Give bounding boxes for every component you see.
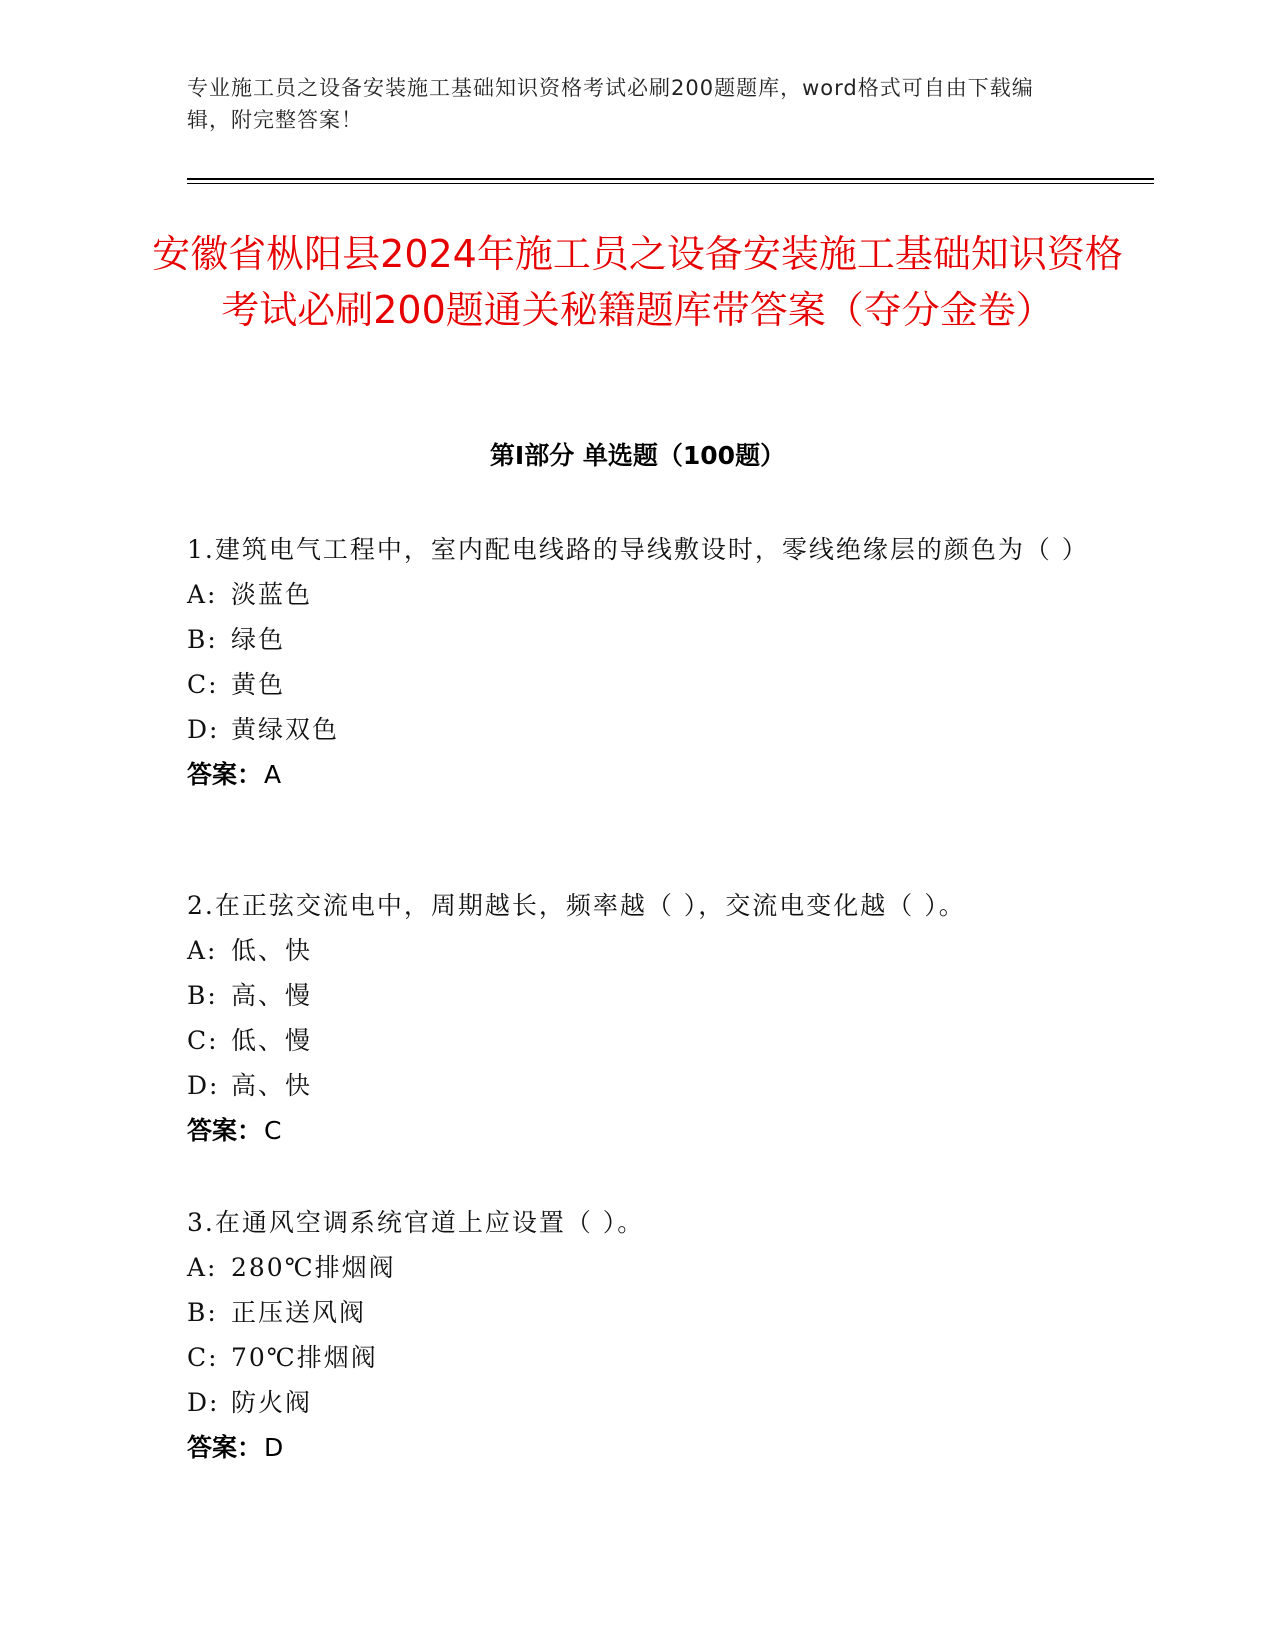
option-d [187, 1063, 1077, 1108]
option-letter: B: [187, 981, 218, 1010]
option-c [187, 1335, 1077, 1380]
option-text: 正压送风阀 [231, 1298, 367, 1327]
option-letter: A: [187, 1253, 218, 1282]
answer-value: D [264, 1433, 284, 1462]
option-letter: A: [187, 936, 218, 965]
option-letter: C: [187, 670, 219, 699]
option-c [187, 662, 1077, 707]
option-a [187, 1245, 1077, 1290]
option-b [187, 1290, 1077, 1335]
option-a [187, 928, 1077, 973]
option-letter: D: [187, 1388, 220, 1417]
option-letter: C: [187, 1343, 219, 1372]
option-text: 黄色 [231, 670, 286, 699]
option-text: 低、快 [231, 936, 313, 965]
option-b [187, 973, 1077, 1018]
section-title: 第Ⅰ部分 单选题（100题） [489, 441, 786, 470]
answer-value: A [264, 760, 282, 789]
answer-line [187, 1425, 1077, 1470]
option-text: 280℃排烟阀 [231, 1253, 396, 1282]
option-text: 高、慢 [231, 981, 313, 1010]
answer-label: 答案： [187, 760, 263, 789]
option-letter: B: [187, 625, 218, 654]
question-1 [187, 527, 1089, 797]
option-d [187, 707, 1077, 752]
question-stem: 3.在通风空调系统官道上应设置（ ）。 [187, 1208, 645, 1237]
option-text: 黄绿双色 [231, 715, 340, 744]
header-rule-thick [187, 178, 1154, 180]
header-note: 专业施工员之设备安装施工基础知识资格考试必刷200题题库，word格式可自由下载编辑，附完整答案！ [187, 76, 1034, 132]
header-rule-thin [187, 183, 1154, 184]
option-text: 高、快 [231, 1071, 313, 1100]
option-text: 70℃排烟阀 [231, 1343, 378, 1372]
question-stem: 2.在正弦交流电中，周期越长，频率越（ ），交流电变化越（ ）。 [187, 891, 966, 920]
option-d [187, 1380, 1077, 1425]
option-a [187, 572, 1077, 617]
answer-line [187, 1108, 1077, 1153]
option-text: 淡蓝色 [231, 580, 313, 609]
question-stem: 1.建筑电气工程中，室内配电线路的导线敷设时，零线绝缘层的颜色为（ ） [187, 535, 1089, 564]
question-3 [187, 1200, 1077, 1470]
option-b [187, 617, 1077, 662]
answer-line [187, 752, 1077, 797]
option-letter: D: [187, 715, 220, 744]
answer-value: C [264, 1116, 282, 1145]
option-text: 防火阀 [231, 1388, 313, 1417]
option-letter: D: [187, 1071, 220, 1100]
option-text: 低、慢 [231, 1026, 313, 1055]
option-letter: C: [187, 1026, 219, 1055]
answer-label: 答案： [187, 1116, 263, 1145]
option-letter: A: [187, 580, 218, 609]
document-title: 安徽省枞阳县2024年施工员之设备安装施工基础知识资格考试必刷200题通关秘籍题库带答案（夺分金卷） [152, 232, 1123, 332]
option-c [187, 1018, 1077, 1063]
option-text: 绿色 [231, 625, 286, 654]
option-letter: B: [187, 1298, 218, 1327]
question-2 [187, 883, 1077, 1153]
answer-label: 答案： [187, 1433, 263, 1462]
